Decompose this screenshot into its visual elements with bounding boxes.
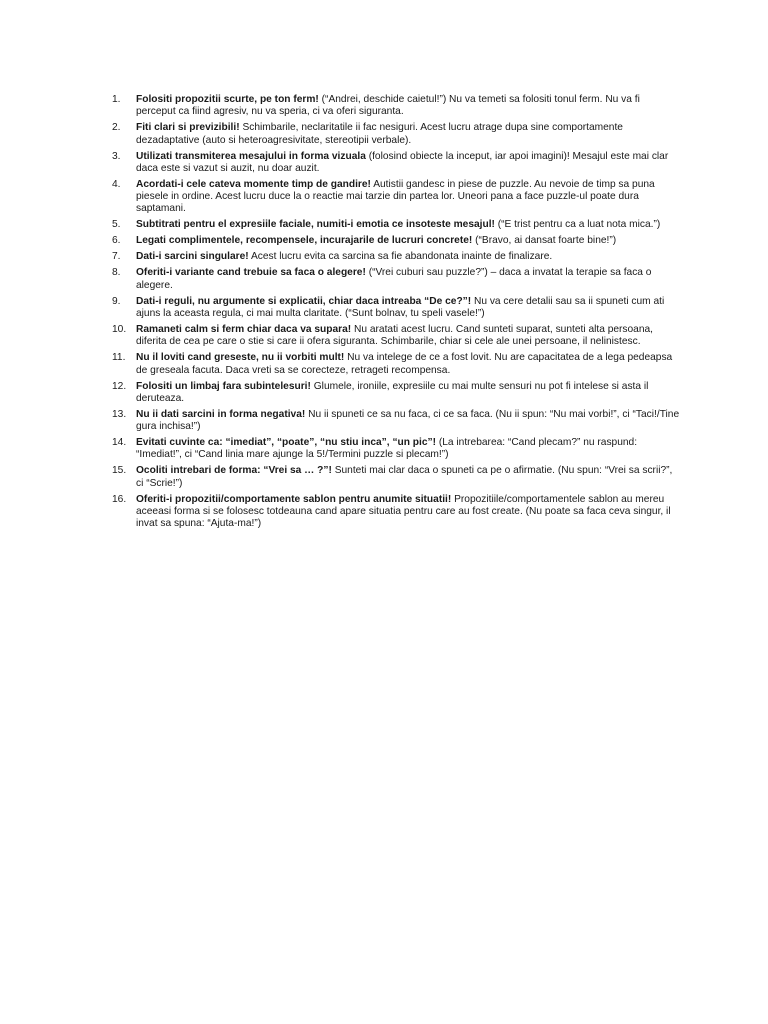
item-lead: Fiti clari si previzibili! — [136, 122, 240, 134]
item-number: 5. — [112, 219, 121, 231]
list-item — [0, 352, 768, 377]
item-lead: Folositi un limbaj fara subintelesuri! — [136, 380, 311, 392]
list-item — [0, 437, 768, 462]
item-number: 16. — [112, 493, 127, 505]
list-item — [0, 324, 768, 349]
item-number: 13. — [112, 408, 127, 420]
item-number: 12. — [112, 380, 127, 392]
list-item — [0, 409, 768, 434]
item-body: Schimbarile, neclaritatile ii fac nesiguri. Acest lucru atrage dupa sine comportamente dezadaptative (auto si heteroagresivitate, stereotipii verbale). — [136, 122, 623, 146]
item-lead: Utilizati transmiterea mesajului in forma vizuala — [136, 150, 366, 162]
list-item — [0, 94, 768, 119]
list-item — [0, 251, 768, 263]
item-number: 11. — [112, 352, 126, 364]
item-body: Nu ii spuneti ce sa nu faca, ci ce sa faca. (Nu ii spun: “Nu mai vorbi!”, ci “Taci!/Tine gura inchisa!”) — [136, 408, 680, 433]
item-lead: Legati complimentele, recompensele, incurajarile de lucruri concrete! — [136, 235, 473, 247]
item-body: Nu aratati acest lucru. Cand sunteti suparat, sunteti alta persoana, diferita de cea pe care o stie si care ii ofera siguranta. Schimbarile, chiar si cele ale unei persoane, il nelinistesc. — [136, 323, 654, 348]
list-item — [0, 219, 768, 231]
item-lead: Folositi propozitii scurte, pe ton ferm! — [136, 94, 319, 105]
item-body: Autistii gandesc in piese de puzzle. Au nevoie de timp sa puna piesele in ordine. Acest lucru duce la o reactie mai tarzie din partea lor. Uneori pana a face puzzle-ul poate dura saptamani. — [136, 178, 655, 215]
item-body: (“Vrei cuburi sau puzzle?”) – daca a invatat la terapie sa faca o alegere. — [136, 267, 652, 291]
item-number: 6. — [112, 235, 121, 247]
item-number: 7. — [112, 251, 121, 263]
item-lead: Dati-i reguli, nu argumente si explicatii, chiar daca intreaba “De ce?”! — [136, 295, 472, 307]
list-item — [0, 267, 768, 292]
item-lead: Oferiti-i variante cand trebuie sa faca o alegere! — [136, 267, 366, 279]
list-item — [0, 494, 768, 531]
item-body: Sunteti mai clar daca o spuneti ca pe o afirmatie. (Nu spun: “Vrei sa scrii?”, ci “Scrie!”) — [136, 465, 673, 489]
item-number: 10. — [112, 323, 127, 335]
list-item — [0, 151, 768, 176]
item-number: 9. — [112, 295, 121, 307]
item-body: Glumele, ironiile, expresiile cu mai multe sensuri nu pot fi intelese si asta il deruteaza. — [136, 380, 649, 404]
item-number: 1. — [112, 94, 121, 105]
item-body: Acest lucru evita ca sarcina sa fie abandonata inainte de finalizare. — [248, 251, 553, 263]
numbered-list — [0, 94, 768, 534]
item-body: Nu va cere detalii sau sa ii spuneti cum ati ajuns la aceasta regula, ci mai multa claritate. (“Sunt bolnav, tu speli vasele!”) — [136, 295, 665, 319]
item-body: (“Andrei, deschide caietul!”) Nu va temeti sa folositi tonul ferm. Nu va fi perceput ca fiind agresiv, nu va speria, ci va oferi siguranta. — [136, 94, 640, 118]
item-lead: Evitati cuvinte ca: “imediat”, “poate”, “nu stiu inca”, “un pic”! — [136, 437, 437, 449]
item-lead: Acordati-i cele cateva momente timp de gandire! — [136, 178, 371, 190]
item-number: 14. — [112, 437, 127, 449]
item-body: (“E trist pentru ca a luat nota mica.”) — [494, 219, 661, 231]
item-lead: Nu il loviti cand greseste, nu ii vorbiti mult! — [136, 352, 345, 364]
item-body: (“Bravo, ai dansat foarte bine!”) — [472, 235, 617, 247]
item-body: (folosind obiecte la inceput, iar apoi imagini)! Mesajul este mai clar daca este si vazut si auzit, nu doar auzit. — [136, 150, 669, 174]
item-lead: Ocoliti intrebari de forma: “Vrei sa … ?”! — [136, 465, 332, 477]
list-item — [0, 235, 768, 247]
item-number: 3. — [112, 150, 121, 162]
list-item — [0, 296, 768, 321]
list-item — [0, 465, 768, 490]
item-number: 4. — [112, 178, 121, 190]
list-item — [0, 381, 768, 406]
list-item — [0, 122, 768, 147]
item-number: 15. — [112, 465, 127, 477]
item-body: (La intrebarea: “Cand plecam?” nu raspund: “Imediat!”, ci “Cand linia mare ajunge la 5!/Termini puzzle si plecam!”) — [136, 437, 638, 461]
item-lead: Subtitrati pentru el expresiile faciale, numiti-i emotia ce insoteste mesajul! — [136, 219, 495, 231]
item-lead: Dati-i sarcini singulare! — [136, 251, 249, 263]
item-number: 2. — [112, 122, 121, 134]
item-body: Propozitiile/comportamentele sablon au mereu aceeasi forma si se folosesc totdeauna cand apare situatia pentru care au fost create. (Nu poate sa faca ceva singur, il invat sa spuna: “Ajuta-ma!”) — [136, 493, 671, 530]
list-item — [0, 179, 768, 216]
item-lead: Nu ii dati sarcini in forma negativa! — [136, 408, 306, 420]
item-number: 8. — [112, 267, 121, 279]
item-lead: Oferiti-i propozitii/comportamente sablon pentru anumite situatii! — [136, 493, 452, 505]
item-body: Nu va intelege de ce a fost lovit. Nu are capacitatea de a lega pedeapsa de greseala facuta. Daca vreti sa se corecteze, retrageti recompensa. — [136, 352, 673, 376]
item-lead: Ramaneti calm si ferm chiar daca va supara! — [136, 323, 352, 335]
